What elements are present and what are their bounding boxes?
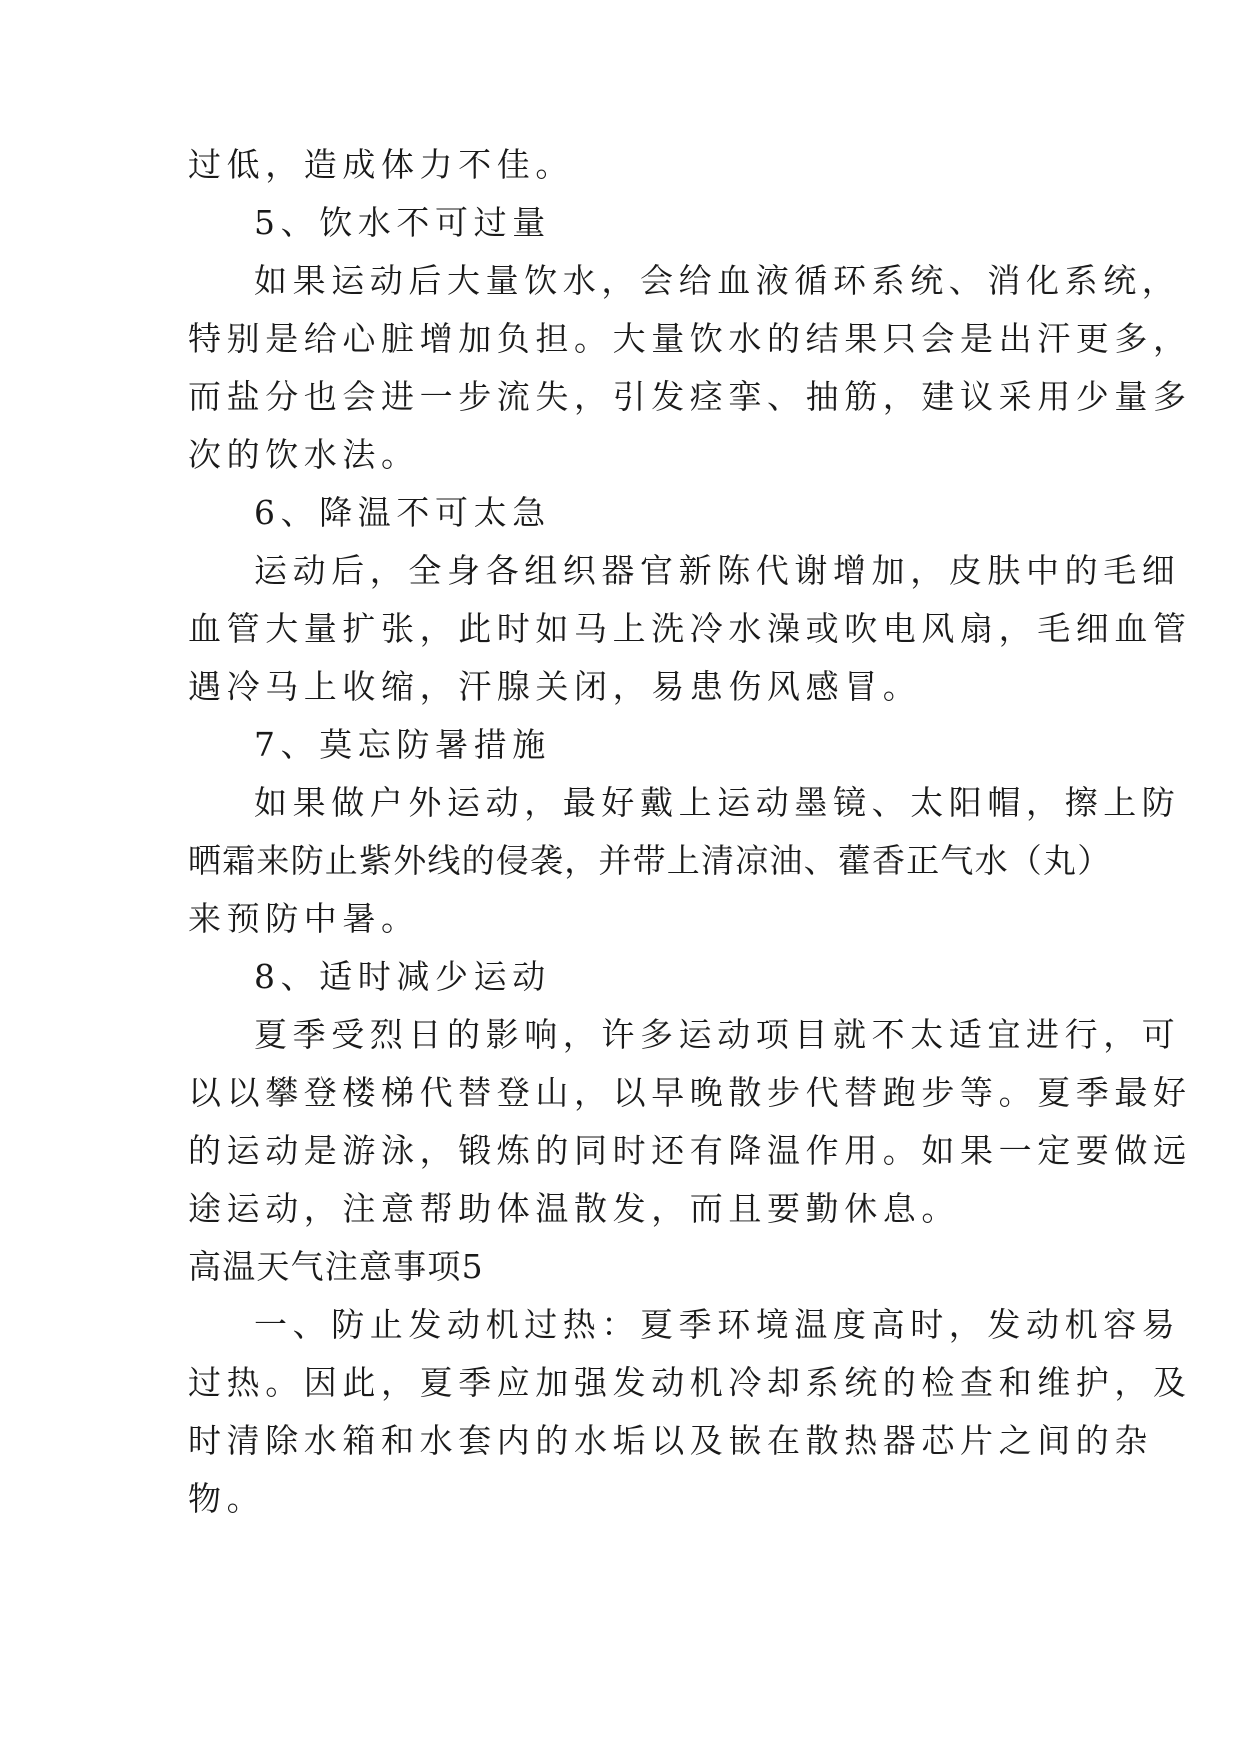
section-heading-5: 5、饮水不可过量 xyxy=(254,203,551,242)
section-heading-6: 6、降温不可太急 xyxy=(254,493,551,532)
paragraph-line: 以以攀登楼梯代替登山，以早晚散步代替跑步等。夏季最好 xyxy=(188,1073,1192,1112)
article-title: 高温天气注意事项5 xyxy=(188,1247,484,1286)
paragraph-line: 晒霜来防止紫外线的侵袭，并带上清凉油、藿香正气水（丸） xyxy=(188,841,1112,880)
paragraph-line: 而盐分也会进一步流失，引发痉挛、抽筋，建议采用少量多 xyxy=(188,377,1192,416)
paragraph-line: 特别是给心脏增加负担。大量饮水的结果只会是出汗更多， xyxy=(188,319,1192,358)
paragraph-line: 夏季受烈日的影响，许多运动项目就不太适宜进行，可 xyxy=(254,1015,1181,1054)
paragraph-line: 血管大量扩张，此时如马上洗冷水澡或吹电风扇，毛细血管 xyxy=(188,609,1192,648)
paragraph-line: 如果做户外运动，最好戴上运动墨镜、太阳帽，擦上防 xyxy=(254,783,1181,822)
paragraph-line: 次的饮水法。 xyxy=(188,435,420,474)
paragraph-line: 遇冷马上收缩，汗腺关闭，易患伤风感冒。 xyxy=(188,667,922,706)
paragraph-line: 来预防中暑。 xyxy=(188,899,420,938)
paragraph-line: 一、防止发动机过热：夏季环境温度高时，发动机容易 xyxy=(254,1305,1181,1344)
paragraph-line: 途运动，注意帮助体温散发，而且要勤休息。 xyxy=(188,1189,960,1228)
paragraph-line: 过热。因此，夏季应加强发动机冷却系统的检查和维护，及 xyxy=(188,1363,1192,1402)
paragraph-line: 运动后，全身各组织器官新陈代谢增加，皮肤中的毛细 xyxy=(254,551,1181,590)
paragraph-line: 的运动是游泳，锻炼的同时还有降温作用。如果一定要做远 xyxy=(188,1131,1192,1170)
paragraph-line: 时清除水箱和水套内的水垢以及嵌在散热器芯片之间的杂 xyxy=(188,1421,1153,1460)
paragraph-line: 物。 xyxy=(188,1479,266,1518)
section-heading-8: 8、适时减少运动 xyxy=(254,957,551,996)
section-heading-7: 7、莫忘防暑措施 xyxy=(254,725,551,764)
paragraph-line: 过低，造成体力不佳。 xyxy=(188,145,574,184)
paragraph-line: 如果运动后大量饮水，会给血液循环系统、消化系统， xyxy=(254,261,1181,300)
